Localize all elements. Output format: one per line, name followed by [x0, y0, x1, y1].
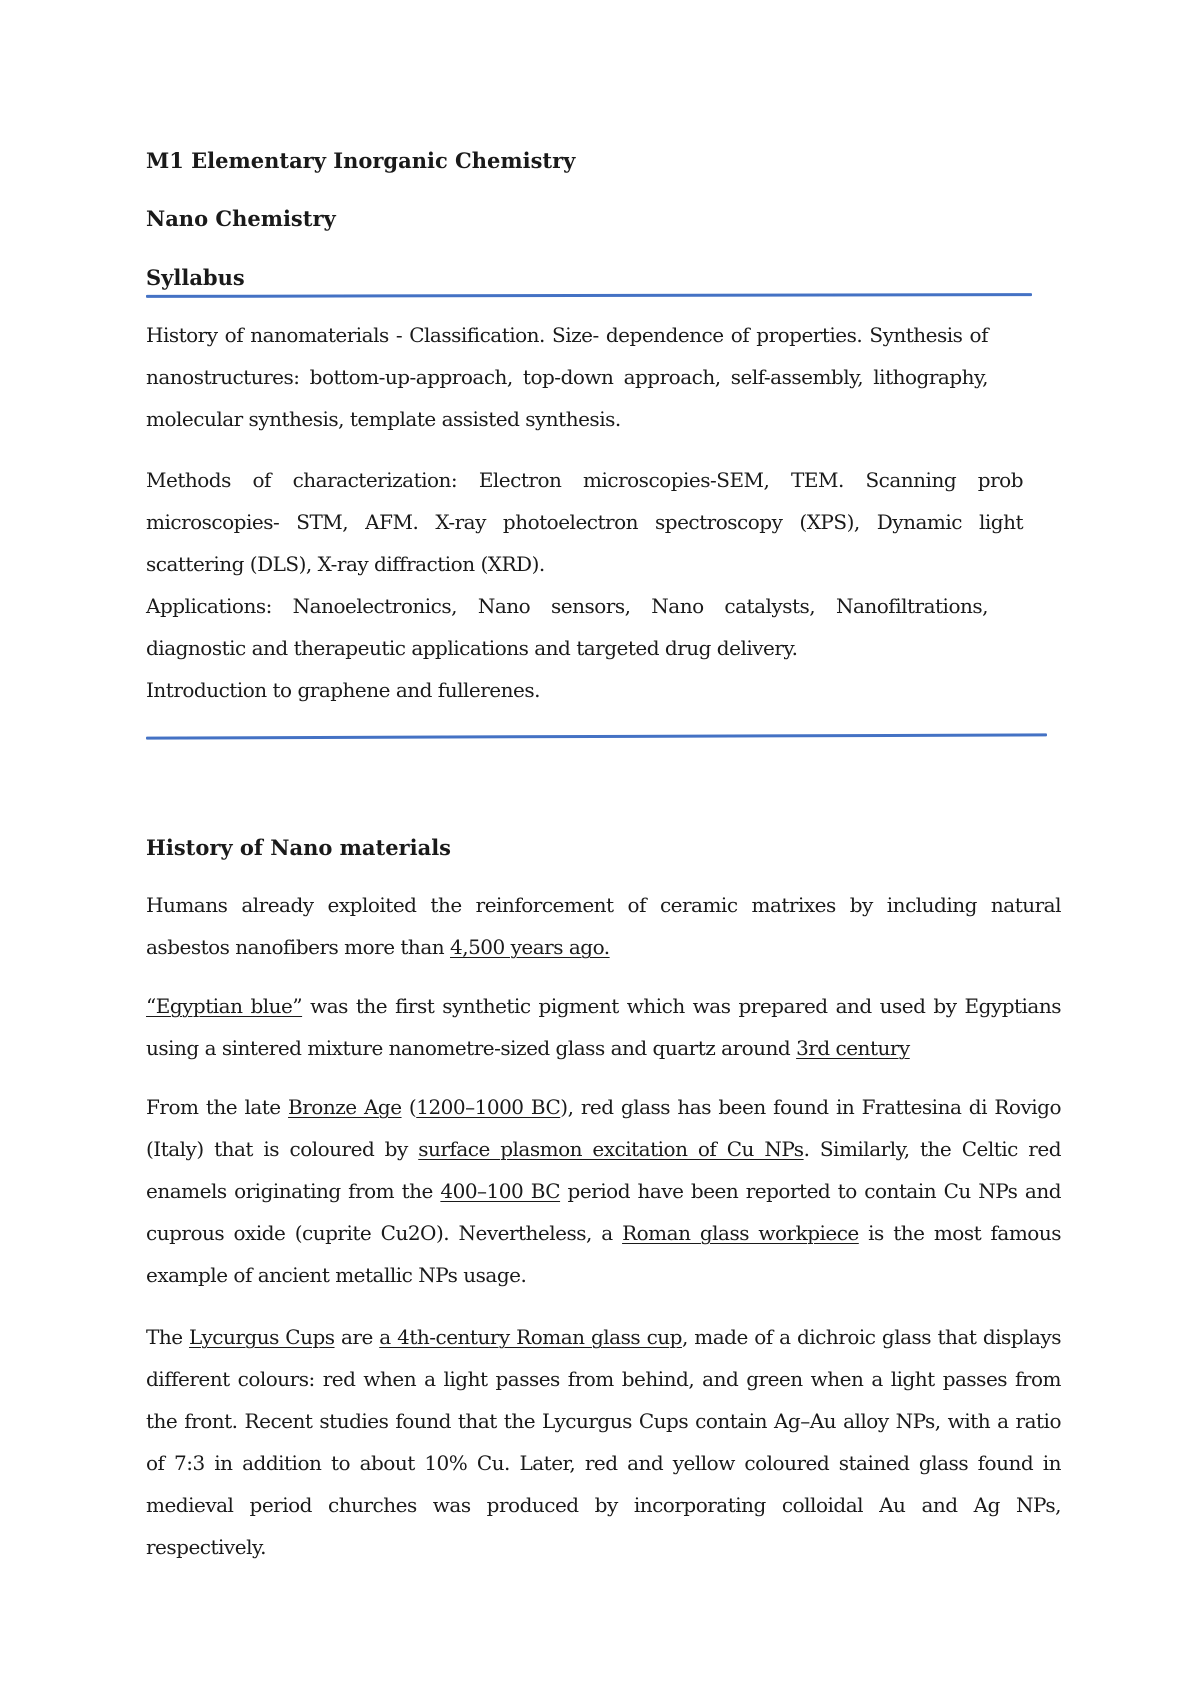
text-run: . Similarly, the Celtic red	[803, 1137, 1061, 1161]
history-paragraph-2	[146, 985, 1061, 1069]
text-line: Humans already exploited the reinforcement of ceramic matrixes by including natural	[146, 893, 1061, 917]
text-line: diagnostic and therapeutic applications and targeted drug delivery.	[146, 636, 798, 660]
citation-link[interactable]: “Egyptian blue”	[146, 994, 303, 1018]
text-line: Methods of characterization: Electron microscopies-SEM, TEM. Scanning prob	[146, 468, 1023, 492]
text-run: (	[401, 1095, 417, 1119]
citation-link[interactable]: 400–100 BC	[440, 1179, 561, 1203]
text-run: asbestos nanofibers more than	[146, 935, 450, 959]
text-line	[146, 1086, 1061, 1128]
text-line	[146, 1170, 1061, 1212]
text-run: enamels originating from the	[146, 1179, 441, 1203]
text-run: ), red glass has been found in Frattesina di Rovigo	[560, 1095, 1061, 1119]
unit-title: Nano Chemistry	[146, 206, 336, 231]
text-run: period have been reported to contain Cu NPs and	[560, 1179, 1062, 1203]
syllabus-paragraph-3	[146, 585, 988, 669]
text-line: different colours: red when a light passes from behind, and green when a light passes from	[146, 1367, 1061, 1391]
text-line: example of ancient metallic NPs usage.	[146, 1263, 527, 1287]
text-line: Introduction to graphene and fullerenes.	[146, 678, 540, 702]
text-line: nanostructures: bottom-up-approach, top-down approach, self-assembly, lithography,	[146, 365, 988, 389]
text-line	[146, 1212, 1061, 1254]
text-run: (Italy) that is coloured by	[146, 1137, 419, 1161]
text-line	[146, 926, 1061, 968]
text-line: microscopies- STM, AFM. X-ray photoelectron spectroscopy (XPS), Dynamic light	[146, 510, 1023, 534]
history-paragraph-4	[146, 1316, 1061, 1568]
history-paragraph-1	[146, 884, 1061, 968]
syllabus-paragraph-1	[146, 314, 988, 440]
text-line: scattering (DLS), X-ray diffraction (XRD).	[146, 552, 545, 576]
citation-link[interactable]: 4,500 years ago.	[449, 935, 610, 959]
text-line: History of nanomaterials - Classification. Size- dependence of properties. Synthesis of	[146, 323, 988, 347]
text-run: cuprous oxide (cuprite Cu2O). Nevertheless, a	[146, 1221, 623, 1245]
syllabus-paragraph-4	[146, 669, 988, 711]
text-run: are	[334, 1325, 380, 1349]
history-paragraph-3	[146, 1086, 1061, 1296]
history-heading: History of Nano materials	[146, 835, 452, 860]
text-line	[146, 1128, 1061, 1170]
citation-link[interactable]: a 4th-century Roman glass cup	[379, 1325, 682, 1349]
text-run: is the most famous	[858, 1221, 1061, 1245]
text-run: , made of a dichroic glass that displays	[681, 1325, 1061, 1349]
text-line: of 7:3 in addition to about 10% Cu. Later, red and yellow coloured stained glass found in	[146, 1451, 1061, 1475]
citation-link[interactable]: 3rd century	[796, 1036, 910, 1060]
text-run: The	[146, 1325, 190, 1349]
syllabus-heading: Syllabus	[146, 265, 245, 290]
citation-link[interactable]: Lycurgus Cups	[189, 1325, 335, 1349]
text-line: respectively.	[146, 1535, 266, 1559]
syllabus-paragraph-2	[146, 459, 1023, 585]
text-line	[146, 1316, 1061, 1358]
text-line	[146, 1027, 1061, 1069]
text-run: From the late	[146, 1095, 289, 1119]
citation-link[interactable]: 1200–1000 BC	[416, 1095, 561, 1119]
text-line: the front. Recent studies found that the Lycurgus Cups contain Ag–Au alloy NPs, with a ratio	[146, 1409, 1061, 1433]
syllabus-bottom-rule	[146, 733, 1047, 739]
text-line: molecular synthesis, template assisted synthesis.	[146, 407, 621, 431]
citation-link[interactable]: surface plasmon excitation of Cu NPs	[418, 1137, 804, 1161]
text-line	[146, 985, 1061, 1027]
text-run: was the first synthetic pigment which was prepared and used by Egyptians	[302, 994, 1061, 1018]
text-line: Applications: Nanoelectronics, Nano sensors, Nano catalysts, Nanofiltrations,	[146, 594, 988, 618]
citation-link[interactable]: Bronze Age	[288, 1095, 402, 1119]
course-title: M1 Elementary Inorganic Chemistry	[146, 148, 576, 173]
syllabus-top-rule	[146, 293, 1032, 298]
text-line: medieval period churches was produced by incorporating colloidal Au and Ag NPs,	[146, 1493, 1061, 1517]
text-run: using a sintered mixture nanometre-sized glass and quartz around	[146, 1036, 797, 1060]
citation-link[interactable]: Roman glass workpiece	[622, 1221, 859, 1245]
